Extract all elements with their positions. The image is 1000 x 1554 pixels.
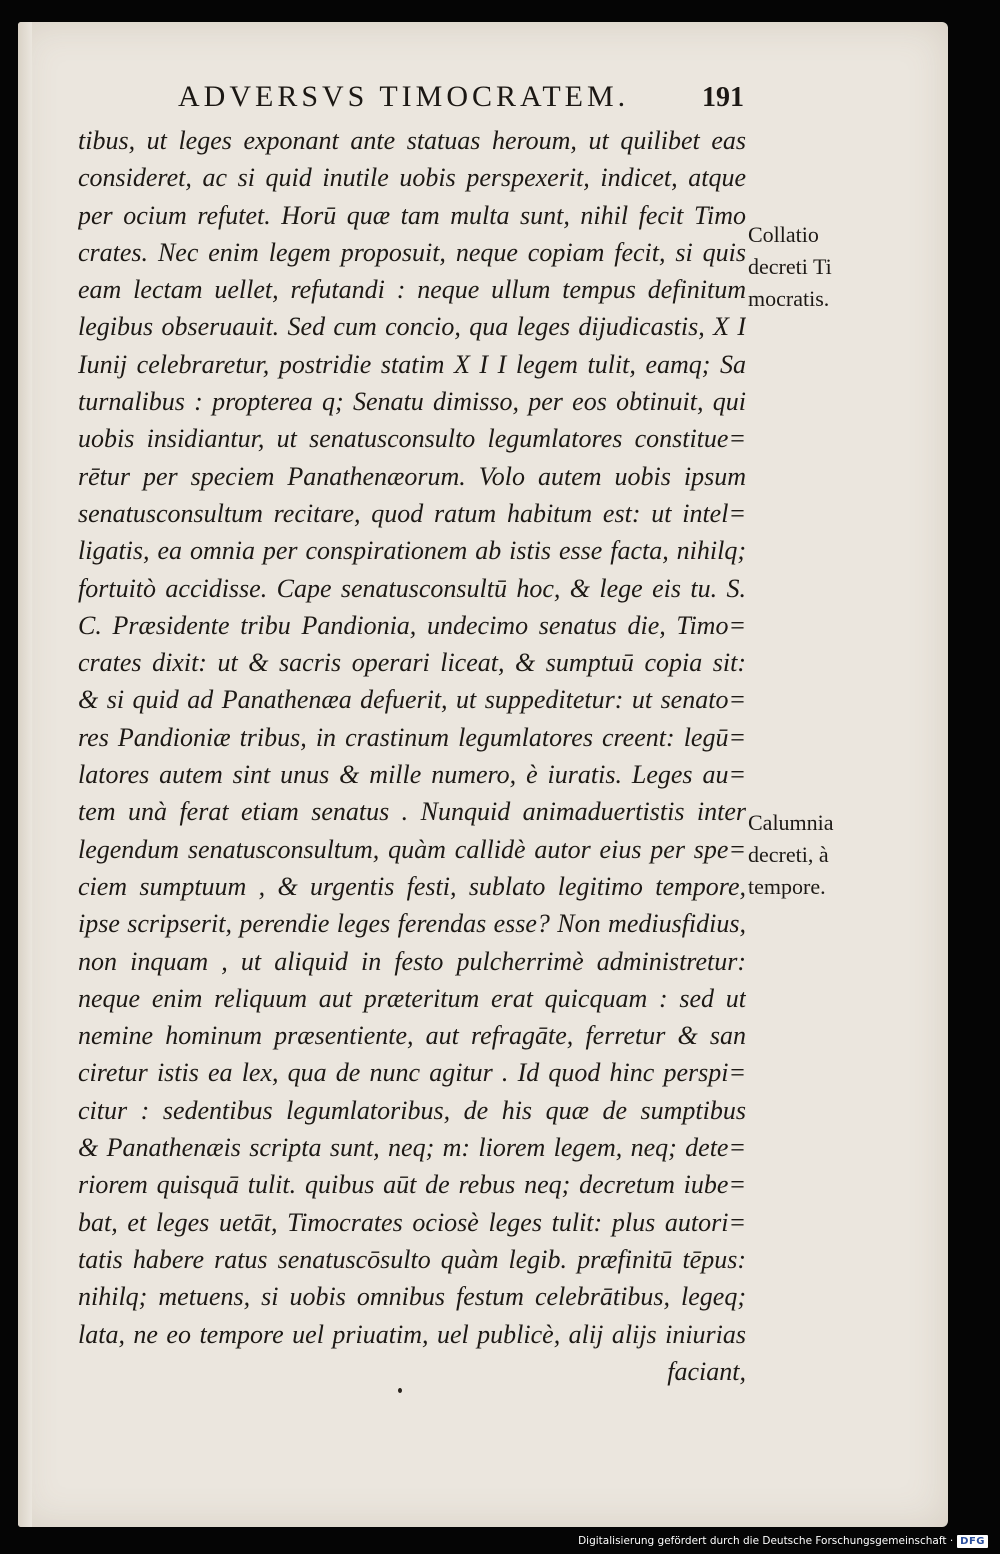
book-page: [18, 22, 948, 1527]
text-line: C. Præsidente tribu Pandionia, undecimo senatus die, Timo=: [78, 610, 746, 640]
text-line: ligatis, ea omnia per conspirationem ab istis esse facta, nihilq;: [78, 536, 746, 566]
marginal-note-line: mocratis.: [748, 286, 830, 311]
text-line: turnalibus : propterea q; Senatu dimisso, per eos obtinuit, qui: [78, 387, 746, 417]
text-line: Iunij celebraretur, postridie statim X I I legem tulit, eamq; Sa: [78, 349, 746, 379]
text-line: lata, ne eo tempore uel priuatim, uel publicè, alij alijs iniurias: [78, 1319, 746, 1349]
marginal-note-calumnia: [748, 807, 928, 903]
text-line: & Panathenæis scripta sunt, neq; m: liorem legem, neq; dete=: [78, 1133, 746, 1163]
text-line: consideret, ac si quid inutile uobis perspexerit, indicet, atque: [78, 163, 746, 193]
marginal-note-line: Calumnia: [748, 810, 834, 835]
text-line: crates. Nec enim legem proposuit, neque copiam fecit, si quis: [78, 237, 746, 267]
text-line: faciant,: [667, 1356, 746, 1386]
text-line: fortuitò accidisse. Cape senatusconsultū hoc, & lege eis tu. S.: [78, 573, 746, 603]
page-gutter-shadow: [18, 22, 32, 1527]
marginal-note-line: decreti Ti: [748, 254, 832, 279]
text-line: uobis insidiantur, ut senatusconsulto legumlatores constitue=: [78, 424, 746, 454]
text-line: ciem sumptuum , & urgentis festi, sublato legitimo tempore,: [78, 871, 746, 901]
running-head-title: ADVERSVS TIMOCRATEM.: [178, 80, 630, 113]
text-line: senatusconsultum recitare, quod ratum habitum est: ut intel=: [78, 498, 746, 528]
marginal-note-line: tempore.: [748, 874, 826, 899]
digitization-credit: [578, 1532, 988, 1550]
text-line: eam lectam uellet, refutandi : neque ullum tempus definitum: [78, 275, 746, 305]
ink-speck: [398, 1388, 402, 1393]
text-line: crates dixit: ut & sacris operari liceat, & sumptuū copia sit:: [78, 648, 746, 678]
text-line: latores autem sint unus & mille numero, è iuratis. Leges au=: [78, 760, 746, 790]
text-line: citur : sedentibus legumlatoribus, de his quæ de sumptibus: [78, 1095, 746, 1125]
text-line: legibus obseruauit. Sed cum concio, qua leges dijudicastis, X I: [78, 312, 746, 342]
text-line: per ocium refutet. Horū quæ tam multa sunt, nihil fecit Timo: [78, 200, 746, 230]
text-line: bat, et leges uetāt, Timocrates ociosè leges tulit: plus autori=: [78, 1207, 746, 1237]
text-line: rētur per speciem Panathenæorum. Volo autem uobis ipsum: [78, 461, 746, 491]
text-line: ipse scripserit, perendie leges ferendas esse? Non mediusfidius,: [78, 909, 746, 939]
marginal-note-line: Collatio: [748, 222, 819, 247]
credit-text: Digitalisierung gefördert durch die Deutsche Forschungsgemeinschaft ·: [578, 1535, 954, 1547]
text-line: legendum senatusconsultum, quàm callidè autor eius per spe=: [78, 834, 746, 864]
dfg-logo: DFG: [957, 1535, 988, 1548]
main-text-block: [78, 122, 746, 1390]
text-line: nemine hominum præsentiente, aut refragāte, ferretur & san: [78, 1021, 746, 1051]
text-line: tem unà ferat etiam senatus . Nunquid animaduertistis inter: [78, 797, 746, 827]
text-line: res Pandioniæ tribus, in crastinum legumlatores creent: legū=: [78, 722, 746, 752]
text-line: tatis habere ratus senatuscōsulto quàm legib. præfinitū tēpus:: [78, 1244, 746, 1274]
text-line: nihilq; metuens, si uobis omnibus festum celebrātibus, legeq;: [78, 1282, 746, 1312]
marginal-note-collatio: [748, 219, 928, 315]
text-line: riorem quisquā tulit. quibus aūt de rebus neq; decretum iube=: [78, 1170, 746, 1200]
text-line: non inquam , ut aliquid in festo pulcherrimè administretur:: [78, 946, 746, 976]
text-line: neque enim reliquum aut præteritum erat quicquam : sed ut: [78, 983, 746, 1013]
running-head: [18, 80, 948, 120]
marginal-note-line: decreti, à: [748, 842, 829, 867]
text-line: & si quid ad Panathenæa defuerit, ut suppeditetur: ut senato=: [78, 685, 746, 715]
page-number: 191: [702, 82, 744, 113]
text-line: tibus, ut leges exponant ante statuas heroum, ut quilibet eas: [78, 126, 746, 155]
text-line: ciretur istis ea lex, qua de nunc agitur . Id quod hinc perspi=: [78, 1058, 746, 1088]
